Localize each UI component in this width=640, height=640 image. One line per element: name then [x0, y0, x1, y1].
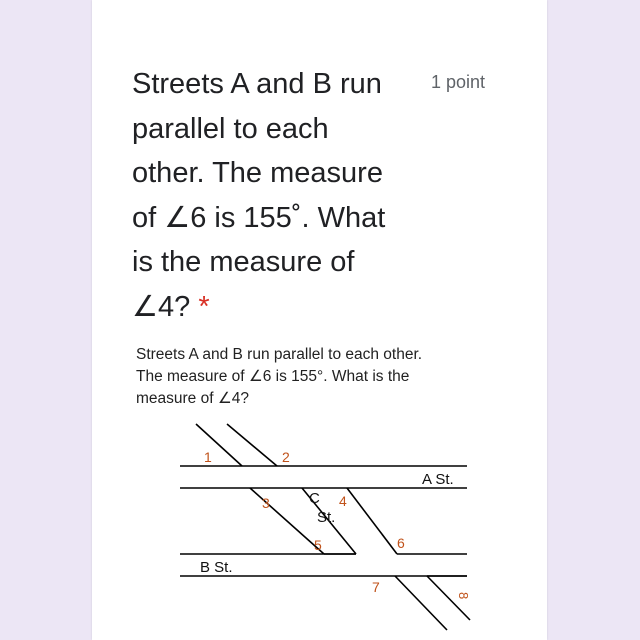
question-line-5: is the measure of	[132, 246, 355, 278]
angle-2-label: 2	[282, 449, 290, 465]
angle-7-label: 7	[372, 579, 380, 595]
question-line-4: of ∠6 is 155˚. What	[132, 201, 386, 234]
angle-4-label: 4	[339, 493, 347, 509]
angle-6-label: 6	[397, 535, 405, 551]
streets-diagram	[92, 0, 547, 640]
a-street-label: A St.	[422, 471, 454, 488]
c-street-label-st: St.	[317, 509, 336, 526]
lower-diagonal-7	[395, 576, 447, 630]
b-street-label: B St.	[200, 559, 233, 576]
question-line-3: other. The measure	[132, 157, 383, 189]
question-card	[92, 0, 547, 640]
figure-caption-line-2: The measure of ∠6 is 155°. What is the	[136, 368, 410, 385]
question-line-2: parallel to each	[132, 112, 329, 145]
angle-3-label: 3	[262, 495, 270, 511]
points-label: 1 point	[431, 72, 486, 92]
angle-1-label: 1	[204, 449, 212, 465]
figure-caption-line-1: Streets A and B run parallel to each other.	[136, 346, 423, 363]
angle-5-label: 5	[314, 537, 322, 553]
angle-8-label: 8	[456, 592, 471, 600]
question-line-6: ∠4?	[132, 290, 191, 323]
figure-caption-line-3: measure of ∠4?	[136, 390, 249, 407]
question-line-1: Streets A and B run	[132, 68, 382, 100]
required-asterisk: *	[198, 290, 210, 323]
c-street-label-c: C	[309, 490, 320, 507]
c-street-right-line	[347, 488, 397, 554]
